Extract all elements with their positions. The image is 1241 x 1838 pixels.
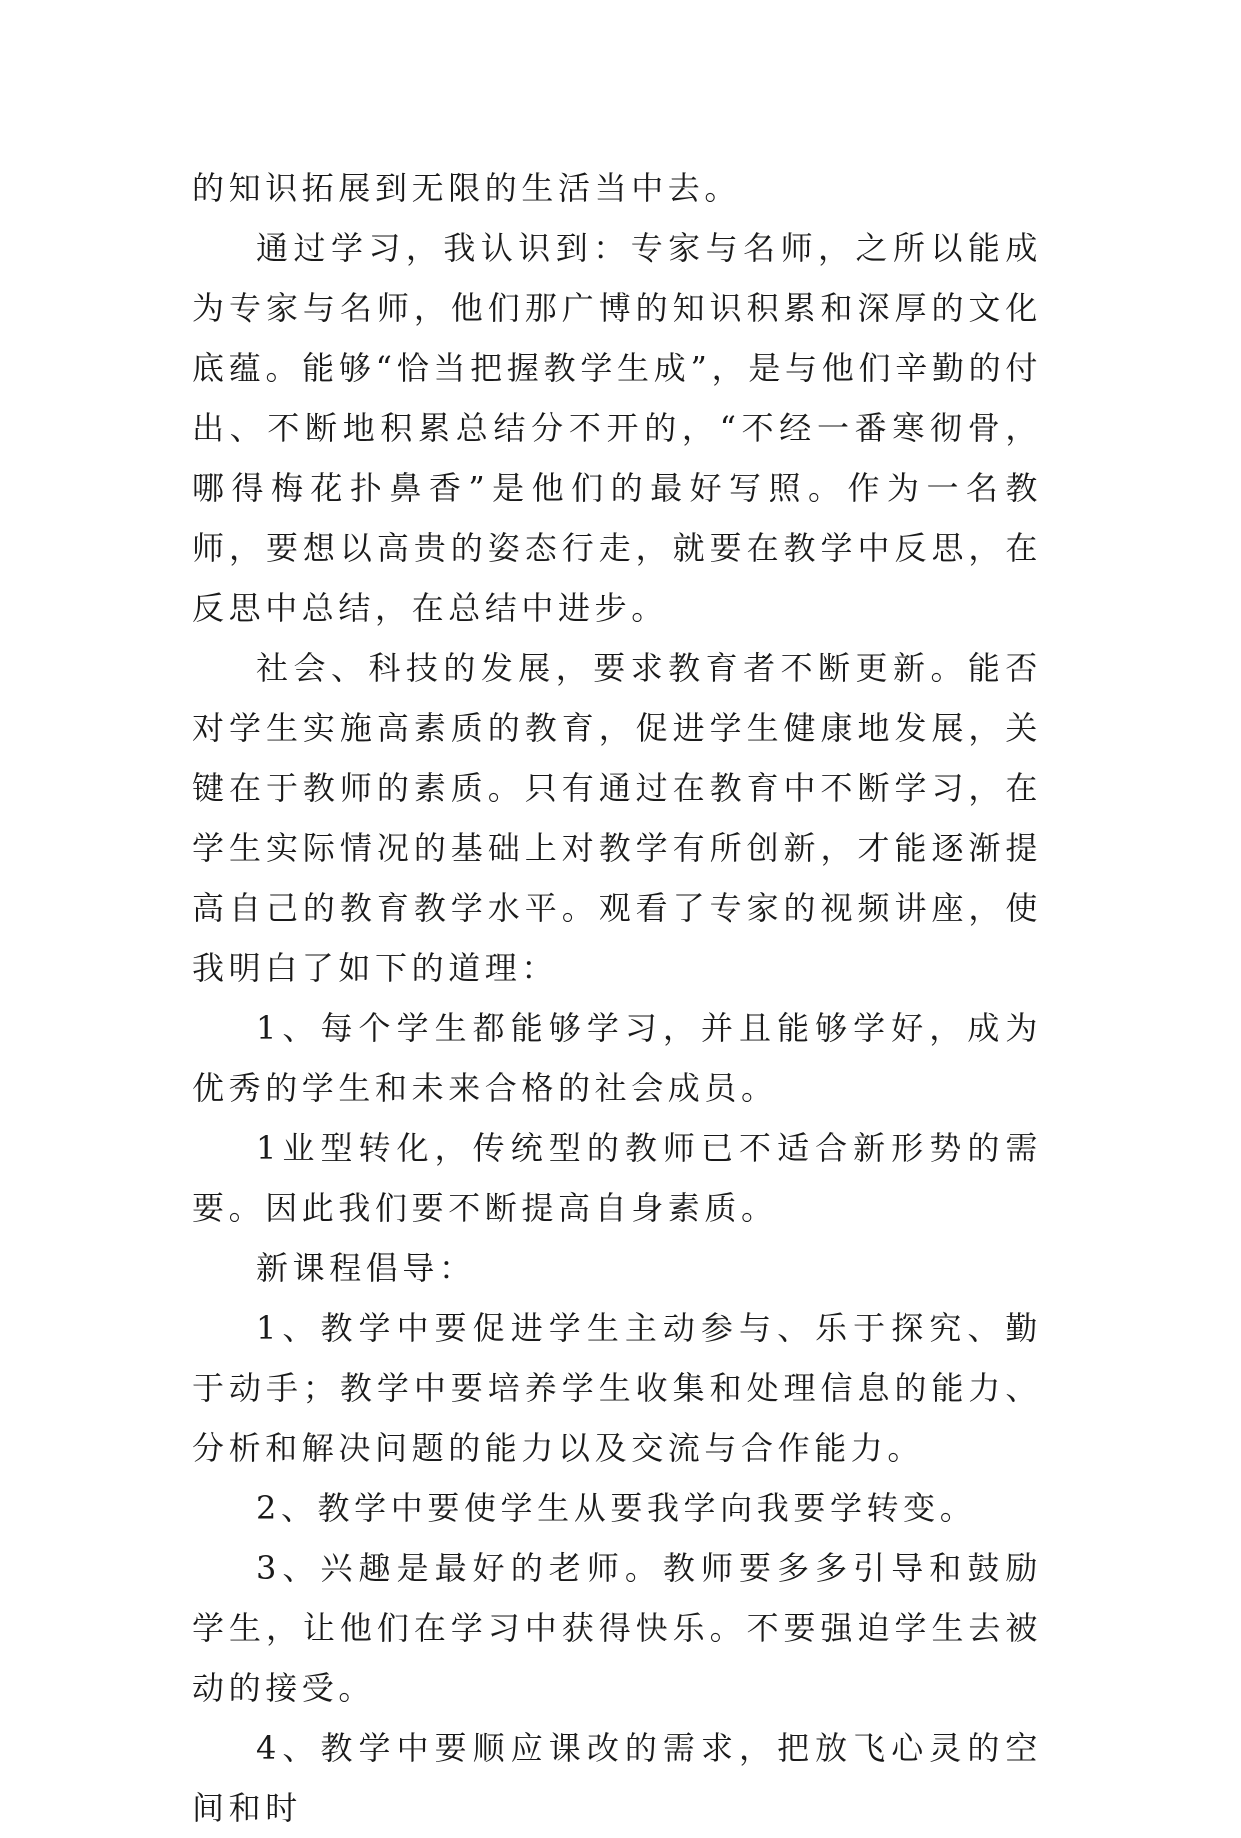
curriculum-item-2: 2、教学中要使学生从要我学向我要学转变。 (256, 1489, 977, 1527)
curriculum-item-1: 1、教学中要促进学生主动参与、乐于探究、勤于动手；教学中要培养学生收集和处理信息的能力、分析和解决问题的能力以及交流与合作能力。 (192, 1309, 1042, 1467)
list-item-teacher-transformation: 1业型转化，传统型的教师已不适合新形势的需要。因此我们要不断提高自身素质。 (192, 1129, 1042, 1227)
paragraph-continuation: 的知识拓展到无限的生活当中去。 (192, 169, 742, 207)
document-body (192, 158, 1042, 1838)
curriculum-item-3: 3、兴趣是最好的老师。教师要多多引导和鼓励学生，让他们在学习中获得快乐。不要强迫学生去被动的接受。 (192, 1549, 1042, 1707)
curriculum-item-4: 4、教学中要顺应课改的需求，把放飞心灵的空间和时 (192, 1729, 1042, 1827)
paragraph-expert-teachers: 通过学习，我认识到：专家与名师，之所以能成为专家与名师，他们那广博的知识积累和深厚的文化底蕴。能够“恰当把握教学生成”，是与他们辛勤的付出、不断地积累总结分不开的，“不经一番寒彻骨，哪得梅花扑鼻香”是他们的最好写照。作为一名教师，要想以高贵的姿态行走，就要在教学中反思，在反思中总结，在总结中进步。 (192, 229, 1042, 627)
section-heading-new-curriculum: 新课程倡导： (256, 1249, 476, 1287)
list-item-1: 1、每个学生都能够学习，并且能够学好，成为优秀的学生和未来合格的社会成员。 (192, 1009, 1042, 1107)
paragraph-society-development: 社会、科技的发展，要求教育者不断更新。能否对学生实施高素质的教育，促进学生健康地发展，关键在于教师的素质。只有通过在教育中不断学习，在学生实际情况的基础上对教学有所创新，才能逐渐提高自己的教育教学水平。观看了专家的视频讲座，使我明白了如下的道理： (192, 649, 1042, 987)
